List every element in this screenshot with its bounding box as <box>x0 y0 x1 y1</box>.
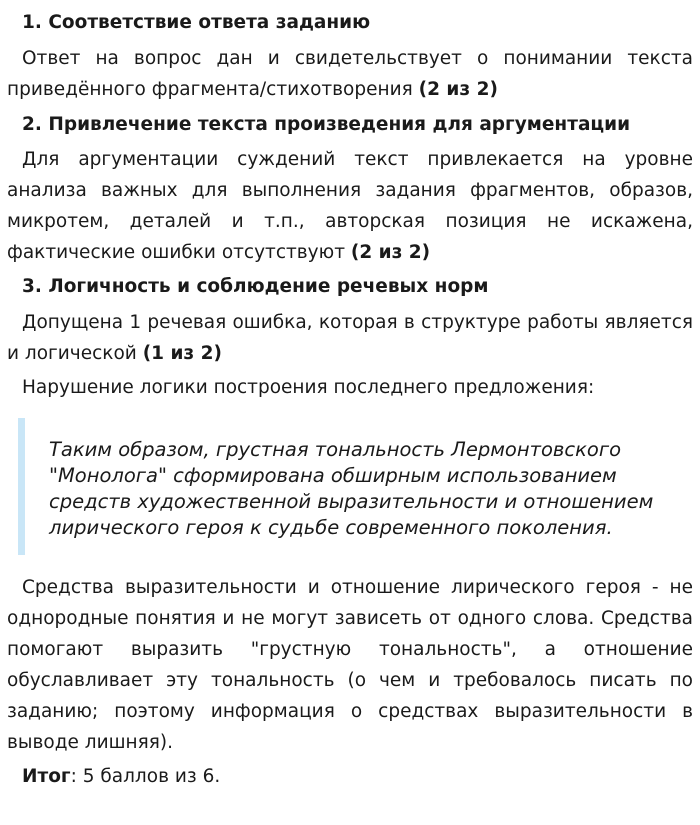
section-2-score: (2 из 2) <box>350 242 431 263</box>
quote-line: лирического героя к судьбе современного поколения. <box>49 516 613 539</box>
total-value: : 5 баллов из 6. <box>70 766 221 787</box>
quote-line: Таким образом, грустная тональность Лермонтовского <box>49 438 621 461</box>
total-label: Итог <box>22 766 71 787</box>
section-1-heading: 1. Соответствие ответа заданию <box>22 12 371 33</box>
quote-line: "Монолога" сформирована обширным использованием <box>49 464 617 487</box>
section-3-score: (1 из 2) <box>142 343 222 364</box>
violation-intro: Нарушение логики построения последнего предложения: <box>22 377 595 398</box>
section-1-score: (2 из 2) <box>418 79 498 100</box>
total-line <box>22 765 220 789</box>
quote-block <box>49 437 689 541</box>
section-1-text <box>7 43 693 105</box>
section-2-text <box>7 144 693 268</box>
quote-bar <box>18 418 25 555</box>
section-2-heading: 2. Привлечение текста произведения для аргументации <box>22 114 631 135</box>
section-1-body: Ответ на вопрос дан и свидетельствует о понимании текста приведённого фрагмента/стихотворения <box>7 48 693 100</box>
quote-line: средств художественной выразительности и отношением <box>49 490 654 513</box>
section-3-text <box>7 307 693 369</box>
section-3-heading: 3. Логичность и соблюдение речевых норм <box>22 276 489 297</box>
explanation-text: Средства выразительности и отношение лирического героя - не однородные понятия и не могут зависеть от одного слова. Средства помогают выразить "грустную тональность", а отношение обуславливает эту тональность (о чем и требовалось писать по заданию; поэтому информация о средствах выразительности в выводе лишняя). <box>7 577 693 753</box>
section-2-body: Для аргументации суждений текст привлекается на уровне анализа важных для выполнения задания фрагментов, образов, микротем, деталей и т.п., авторская позиция не искажена, фактические ошибки отсутствуют <box>7 149 693 263</box>
section-3-body: Допущена 1 речевая ошибка, которая в структуре работы является и логической <box>7 312 693 364</box>
